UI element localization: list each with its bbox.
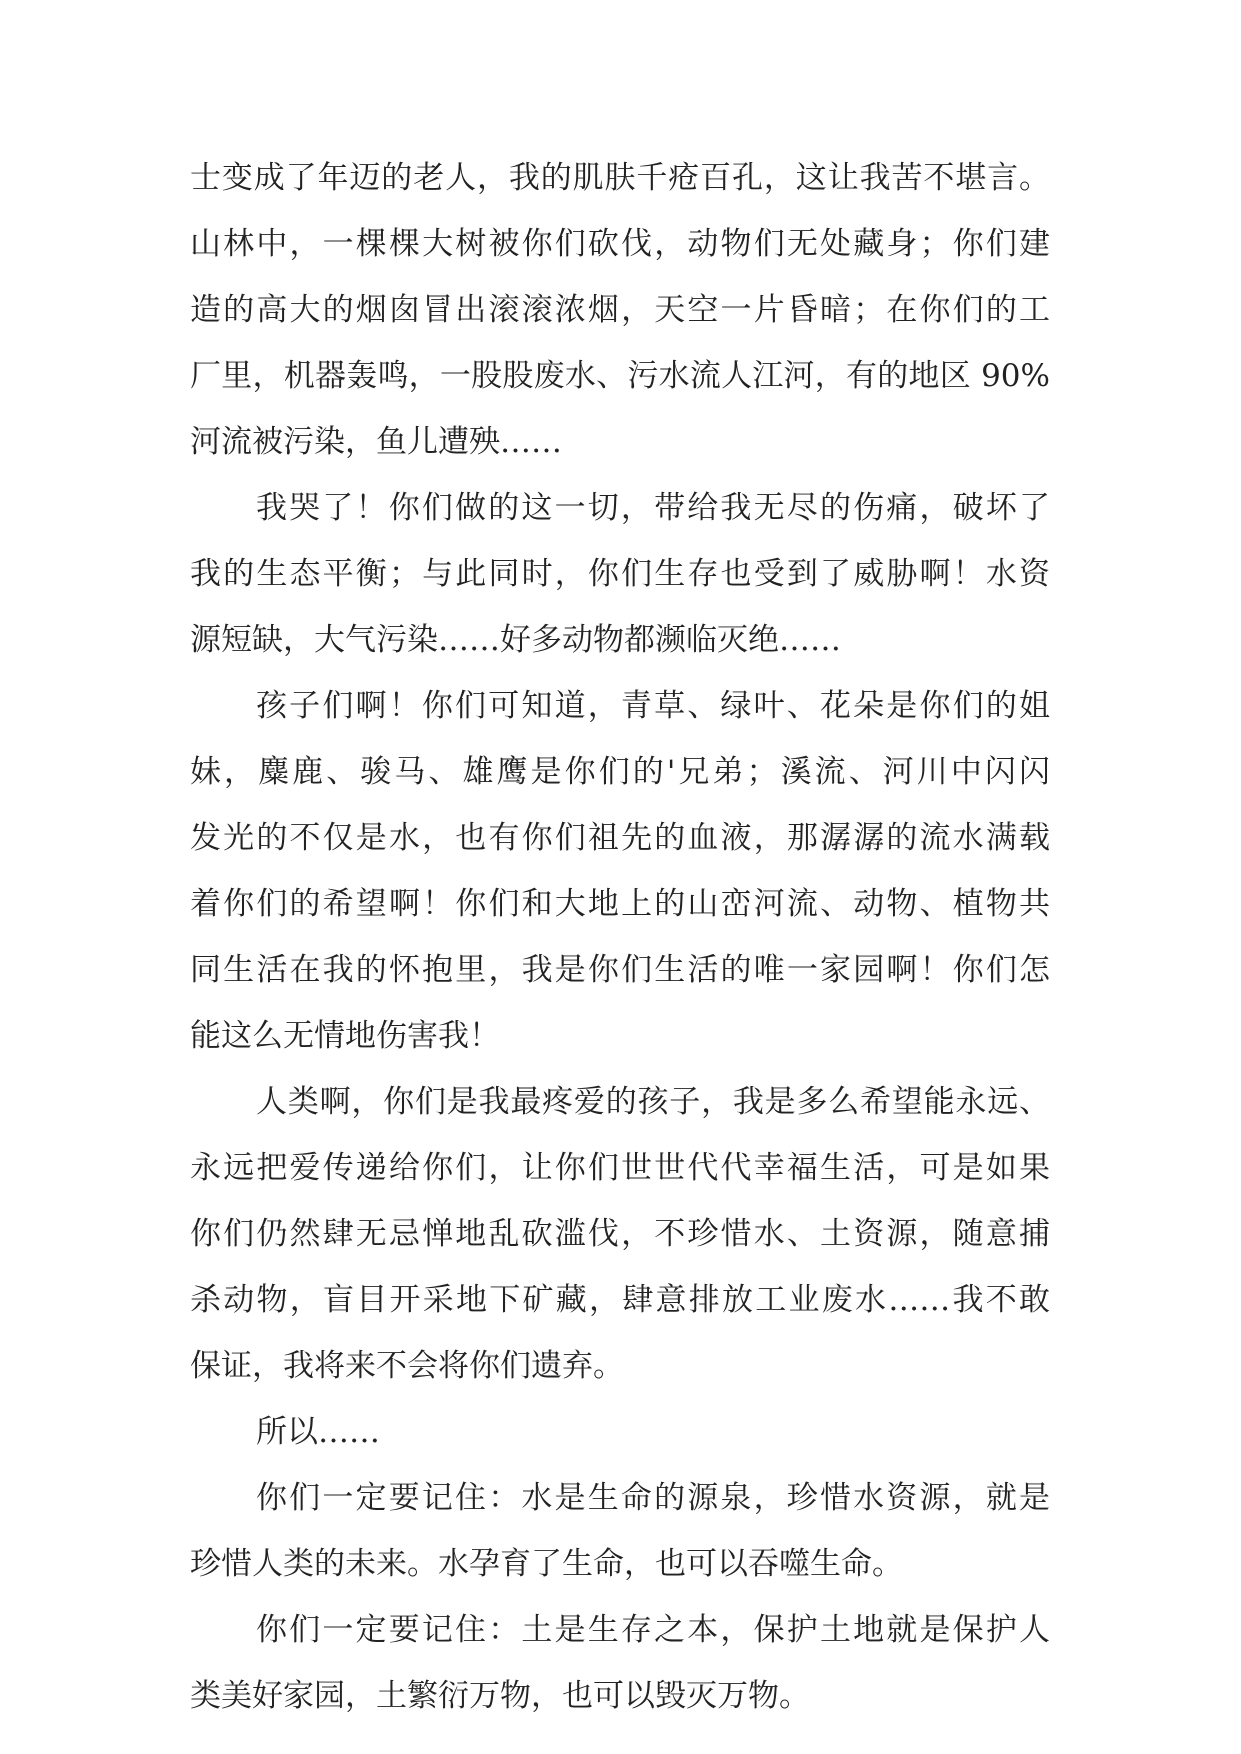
text-line: 造的高大的烟囱冒出滚滚浓烟，天空一片昏暗；在你们的工 <box>190 292 1050 328</box>
body-text <box>190 145 1050 1729</box>
text-line: 河流被污染，鱼儿遭殃…… <box>190 424 562 460</box>
text-line: 你们仍然肆无忌惮地乱砍滥伐，不珍惜水、土资源，随意捕 <box>190 1216 1050 1252</box>
text-line: 你们一定要记住：水是生命的源泉，珍惜水资源，就是 <box>256 1480 1050 1516</box>
text-line: 厂里，机器轰鸣，一股股废水、污水流人江河，有的地区 90% <box>190 358 1050 394</box>
text-line: 着你们的希望啊！你们和大地上的山峦河流、动物、植物共 <box>190 886 1050 922</box>
text-line: 杀动物，盲目开采地下矿藏，肆意排放工业废水……我不敢 <box>190 1282 1050 1318</box>
text-line: 山林中，一棵棵大树被你们砍伐，动物们无处藏身；你们建 <box>190 226 1050 262</box>
text-line: 珍惜人类的未来。水孕育了生命，也可以吞噬生命。 <box>190 1546 903 1582</box>
text-line: 孩子们啊！你们可知道，青草、绿叶、花朵是你们的姐 <box>256 688 1050 724</box>
text-line: 妹，麋鹿、骏马、雄鹰是你们的'兄弟；溪流、河川中闪闪 <box>190 754 1050 790</box>
text-line: 你们一定要记住：土是生存之本，保护土地就是保护人 <box>256 1612 1050 1648</box>
text-line: 永远把爱传递给你们，让你们世世代代幸福生活，可是如果 <box>190 1150 1050 1186</box>
text-line: 类美好家园，土繁衍万物，也可以毁灭万物。 <box>190 1678 810 1714</box>
text-line: 所以…… <box>256 1414 380 1450</box>
text-line: 同生活在我的怀抱里，我是你们生活的唯一家园啊！你们怎 <box>190 952 1050 988</box>
text-line: 人类啊，你们是我最疼爱的孩子，我是多么希望能永远、 <box>256 1084 1050 1120</box>
text-line: 我的生态平衡；与此同时，你们生存也受到了威胁啊！水资 <box>190 556 1050 592</box>
text-line: 发光的不仅是水，也有你们祖先的血液，那潺潺的流水满载 <box>190 820 1050 856</box>
text-line: 士变成了年迈的老人，我的肌肤千疮百孔，这让我苦不堪言。 <box>190 160 1050 196</box>
text-line: 保证，我将来不会将你们遗弃。 <box>190 1348 624 1384</box>
text-line: 源短缺，大气污染……好多动物都濒临灭绝…… <box>190 622 841 658</box>
text-line: 能这么无情地伤害我！ <box>190 1018 500 1054</box>
text-line: 我哭了！你们做的这一切，带给我无尽的伤痛，破坏了 <box>256 490 1050 526</box>
